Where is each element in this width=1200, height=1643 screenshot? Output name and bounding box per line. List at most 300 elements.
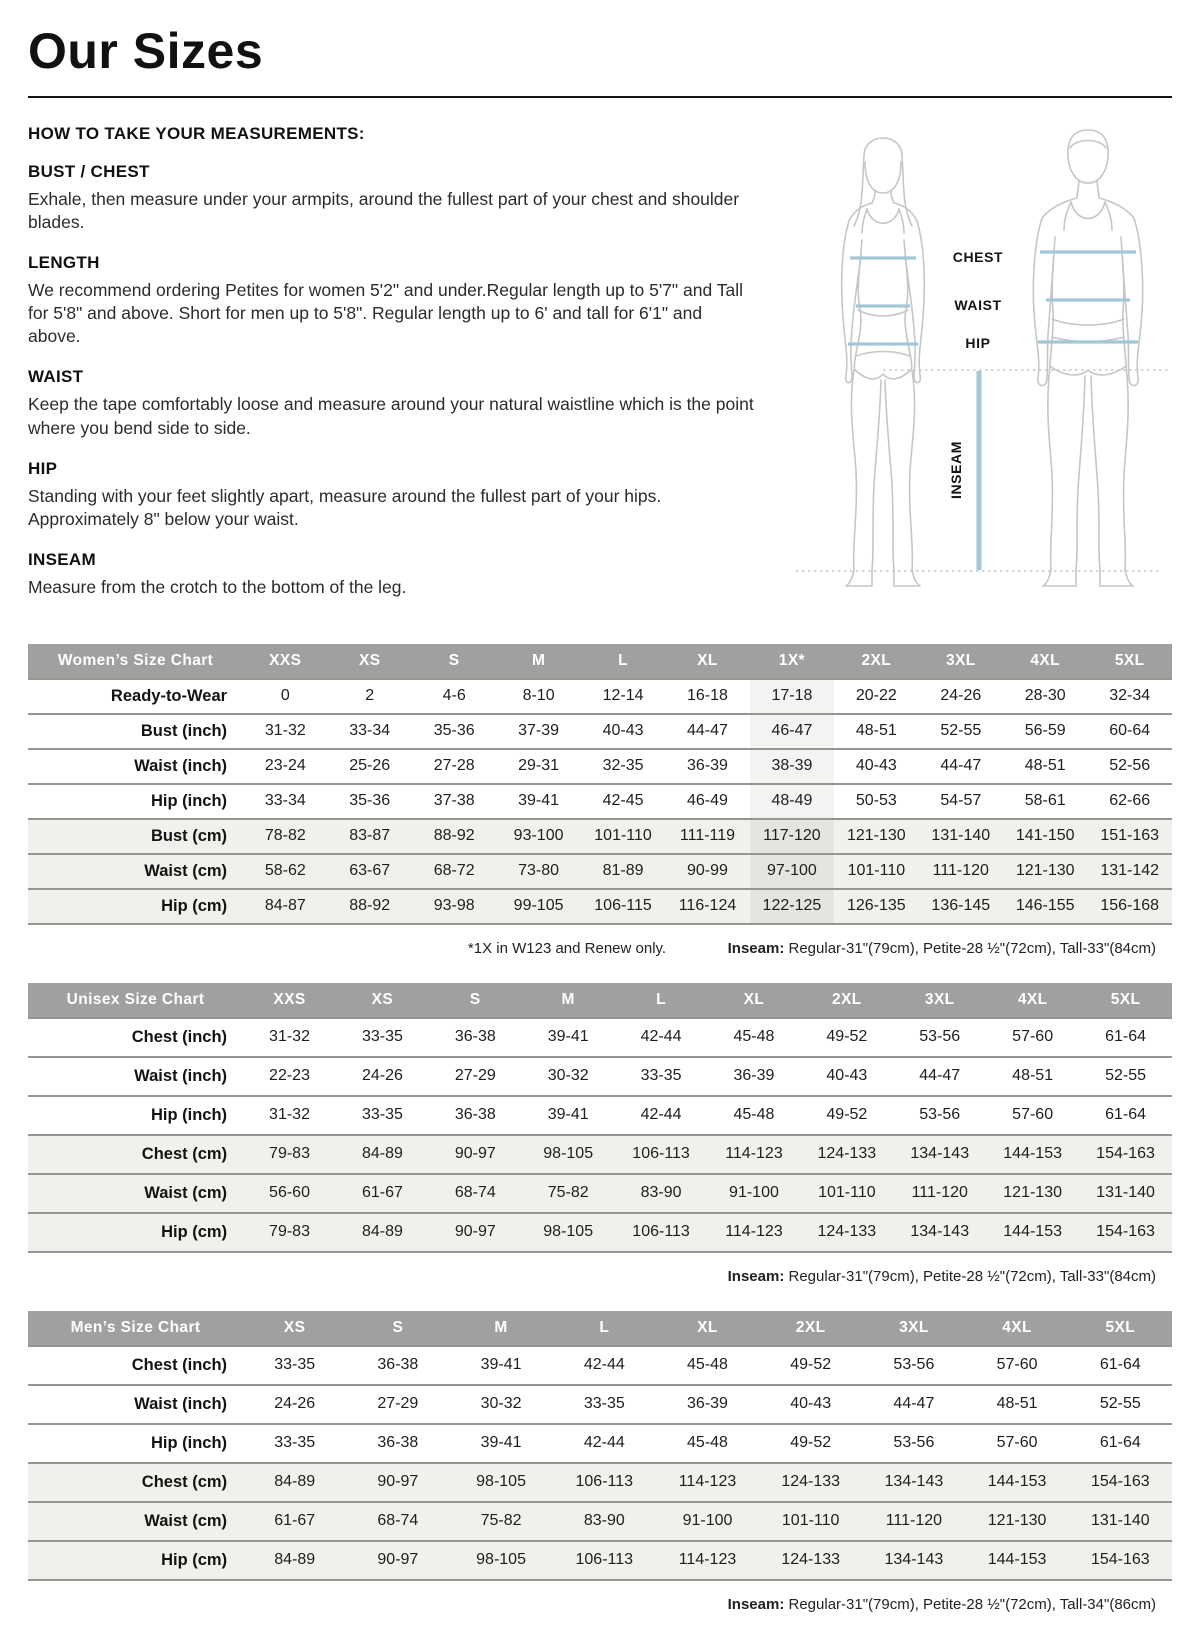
- table-row: [28, 1502, 1172, 1541]
- section-length: [28, 253, 768, 348]
- row-label: Chest (cm): [28, 1135, 243, 1174]
- size-cell: 53-56: [893, 1096, 986, 1135]
- column-header: 3XL: [893, 983, 986, 1018]
- row-label: Hip (inch): [28, 1096, 243, 1135]
- page-title: Our Sizes: [28, 23, 264, 79]
- size-cell: 57-60: [986, 1018, 1079, 1057]
- column-header: M: [449, 1311, 552, 1346]
- size-cell: 52-55: [1069, 1385, 1172, 1424]
- size-cell: 106-113: [615, 1213, 708, 1252]
- size-cell: 22-23: [243, 1057, 336, 1096]
- size-cell: 99-105: [496, 889, 580, 924]
- column-header: L: [581, 644, 665, 679]
- size-cell: 93-98: [412, 889, 496, 924]
- size-cell: 154-163: [1079, 1135, 1172, 1174]
- size-cell: 8-10: [496, 679, 580, 714]
- row-label: Hip (inch): [28, 784, 243, 819]
- size-cell: 44-47: [862, 1385, 965, 1424]
- size-cell: 36-38: [429, 1096, 522, 1135]
- column-header: 4XL: [1003, 644, 1087, 679]
- size-cell: 44-47: [665, 714, 749, 749]
- size-cell: 90-97: [346, 1541, 449, 1580]
- size-cell: 101-110: [834, 854, 918, 889]
- size-cell: 60-64: [1087, 714, 1172, 749]
- size-cell: 24-26: [919, 679, 1003, 714]
- size-cell: 40-43: [834, 749, 918, 784]
- table-row: [28, 1463, 1172, 1502]
- column-header: XL: [708, 983, 801, 1018]
- column-header: 3XL: [919, 644, 1003, 679]
- column-header: XXS: [243, 983, 336, 1018]
- size-cell: 42-44: [553, 1346, 656, 1385]
- column-header: XXS: [243, 644, 327, 679]
- size-cell: 0: [243, 679, 327, 714]
- size-cell: 4-6: [412, 679, 496, 714]
- title-rule: [28, 96, 1172, 98]
- size-cell: 121-130: [965, 1502, 1068, 1541]
- size-cell: 136-145: [919, 889, 1003, 924]
- table-header-row: [28, 644, 1172, 679]
- row-label: Waist (cm): [28, 1502, 243, 1541]
- hip-label: HIP: [965, 335, 991, 351]
- size-cell: 156-168: [1087, 889, 1172, 924]
- size-cell: 35-36: [412, 714, 496, 749]
- size-cell: 48-51: [1003, 749, 1087, 784]
- size-cell: 42-44: [615, 1018, 708, 1057]
- size-cell: 84-89: [243, 1463, 346, 1502]
- size-cell: 28-30: [1003, 679, 1087, 714]
- table-row: [28, 1346, 1172, 1385]
- size-cell: 50-53: [834, 784, 918, 819]
- row-label: Waist (cm): [28, 854, 243, 889]
- section-heading: INSEAM: [28, 549, 96, 569]
- size-cell: 31-32: [243, 1096, 336, 1135]
- section-heading: WAIST: [28, 367, 84, 387]
- size-cell: 48-51: [986, 1057, 1079, 1096]
- size-cell: 84-89: [336, 1213, 429, 1252]
- size-cell: 52-55: [919, 714, 1003, 749]
- size-cell: 111-120: [893, 1174, 986, 1213]
- size-cell: 57-60: [986, 1096, 1079, 1135]
- size-cell: 63-67: [328, 854, 412, 889]
- column-header: M: [496, 644, 580, 679]
- column-header: XL: [665, 644, 749, 679]
- column-header: 5XL: [1087, 644, 1172, 679]
- size-cell: 134-143: [893, 1135, 986, 1174]
- size-cell: 61-67: [336, 1174, 429, 1213]
- size-cell: 36-38: [429, 1018, 522, 1057]
- size-cell: 68-72: [412, 854, 496, 889]
- womens-size-table: [28, 644, 1172, 925]
- size-cell: 35-36: [328, 784, 412, 819]
- size-cell: 117-120: [750, 819, 834, 854]
- size-cell: 58-61: [1003, 784, 1087, 819]
- size-cell: 83-90: [553, 1502, 656, 1541]
- size-cell: 124-133: [759, 1541, 862, 1580]
- size-cell: 39-41: [522, 1096, 615, 1135]
- size-cell: 144-153: [965, 1541, 1068, 1580]
- table-row: [28, 1213, 1172, 1252]
- size-cell: 44-47: [919, 749, 1003, 784]
- size-cell: 52-56: [1087, 749, 1172, 784]
- chest-label: CHEST: [952, 249, 1004, 265]
- size-cell: 37-39: [496, 714, 580, 749]
- section-inseam: [28, 550, 768, 599]
- size-cell: 131-140: [1079, 1174, 1172, 1213]
- size-cell: 45-48: [656, 1424, 759, 1463]
- column-header: 2XL: [834, 644, 918, 679]
- table-header-row: [28, 983, 1172, 1018]
- size-cell: 16-18: [665, 679, 749, 714]
- size-cell: 40-43: [759, 1385, 862, 1424]
- size-cell: 57-60: [965, 1424, 1068, 1463]
- size-cell: 98-105: [522, 1213, 615, 1252]
- section-body: Exhale, then measure under your armpits, around the fullest part of your chest and shoulder blades.: [28, 189, 740, 233]
- womens-table-footnotes: [28, 940, 1172, 957]
- column-header: 4XL: [986, 983, 1079, 1018]
- column-header: L: [553, 1311, 656, 1346]
- section-heading: HIP: [28, 458, 58, 478]
- size-cell: 154-163: [1079, 1213, 1172, 1252]
- size-cell: 56-59: [1003, 714, 1087, 749]
- size-cell: 58-62: [243, 854, 327, 889]
- size-cell: 84-89: [336, 1135, 429, 1174]
- one-x-footnote: *1X in W123 and Renew only.: [467, 939, 667, 957]
- size-cell: 36-39: [665, 749, 749, 784]
- column-header: L: [615, 983, 708, 1018]
- size-cell: 33-35: [553, 1385, 656, 1424]
- table-row: [28, 679, 1172, 714]
- table-row: [28, 889, 1172, 924]
- size-cell: 88-92: [412, 819, 496, 854]
- size-cell: 36-39: [656, 1385, 759, 1424]
- table-row: [28, 1135, 1172, 1174]
- section-body: Standing with your feet slightly apart, measure around the fullest part of your hips. Approximately 8" below your waist.: [28, 485, 662, 529]
- size-cell: 134-143: [862, 1463, 965, 1502]
- size-cell: 2: [328, 679, 412, 714]
- column-header: 1X*: [750, 644, 834, 679]
- size-cell: 49-52: [759, 1424, 862, 1463]
- size-cell: 33-34: [328, 714, 412, 749]
- size-cell: 134-143: [893, 1213, 986, 1252]
- mens-size-table: [28, 1311, 1172, 1581]
- table-row: [28, 1541, 1172, 1580]
- size-cell: 49-52: [800, 1018, 893, 1057]
- size-cell: 45-48: [656, 1346, 759, 1385]
- size-cell: 131-142: [1087, 854, 1172, 889]
- size-cell: 106-113: [615, 1135, 708, 1174]
- size-cell: 53-56: [862, 1346, 965, 1385]
- size-cell: 131-140: [919, 819, 1003, 854]
- row-label: Hip (cm): [28, 1213, 243, 1252]
- column-header: 5XL: [1069, 1311, 1172, 1346]
- size-cell: 75-82: [449, 1502, 552, 1541]
- size-cell: 111-120: [919, 854, 1003, 889]
- table-header-row: [28, 1311, 1172, 1346]
- size-cell: 68-74: [346, 1502, 449, 1541]
- size-cell: 83-90: [615, 1174, 708, 1213]
- size-cell: 48-51: [965, 1385, 1068, 1424]
- size-cell: 73-80: [496, 854, 580, 889]
- size-cell: 144-153: [986, 1135, 1079, 1174]
- size-cell: 48-49: [750, 784, 834, 819]
- size-cell: 98-105: [522, 1135, 615, 1174]
- size-cell: 44-47: [893, 1057, 986, 1096]
- unisex-size-table: [28, 983, 1172, 1253]
- size-cell: 141-150: [1003, 819, 1087, 854]
- size-cell: 27-29: [346, 1385, 449, 1424]
- section-heading: BUST / CHEST: [28, 162, 150, 181]
- size-cell: 45-48: [708, 1096, 801, 1135]
- size-cell: 78-82: [243, 819, 327, 854]
- size-cell: 27-28: [412, 749, 496, 784]
- size-cell: 25-26: [328, 749, 412, 784]
- size-cell: 33-35: [243, 1424, 346, 1463]
- size-cell: 30-32: [449, 1385, 552, 1424]
- size-cell: 88-92: [328, 889, 412, 924]
- table-row: [28, 1057, 1172, 1096]
- how-to-heading: HOW TO TAKE YOUR MEASUREMENTS:: [28, 124, 365, 143]
- size-cell: 98-105: [449, 1541, 552, 1580]
- row-label: Hip (cm): [28, 889, 243, 924]
- size-cell: 27-29: [429, 1057, 522, 1096]
- column-header: 5XL: [1079, 983, 1172, 1018]
- female-figure-outline: [842, 138, 925, 586]
- size-cell: 61-64: [1079, 1096, 1172, 1135]
- column-header: S: [429, 983, 522, 1018]
- size-cell: 124-133: [800, 1135, 893, 1174]
- inseam-footnote: Inseam: Regular-31"(79cm), Petite-28 ½"(72cm), Tall-33"(84cm): [727, 939, 1156, 957]
- size-cell: 101-110: [800, 1174, 893, 1213]
- size-cell: 151-163: [1087, 819, 1172, 854]
- measurement-intro: [28, 124, 1172, 618]
- row-label: Bust (inch): [28, 714, 243, 749]
- size-cell: 91-100: [708, 1174, 801, 1213]
- size-cell: 38-39: [750, 749, 834, 784]
- column-header: 2XL: [800, 983, 893, 1018]
- inseam-footnote: Inseam: Regular-31"(79cm), Petite-28 ½"(72cm), Tall-34"(86cm): [727, 1595, 1156, 1613]
- row-label: Waist (inch): [28, 749, 243, 784]
- section-body: Keep the tape comfortably loose and measure around your natural waistline which is the point where you bend side to side.: [28, 394, 754, 438]
- table-row: [28, 819, 1172, 854]
- size-cell: 56-60: [243, 1174, 336, 1213]
- size-cell: 79-83: [243, 1213, 336, 1252]
- row-label: Chest (inch): [28, 1018, 243, 1057]
- size-cell: 154-163: [1069, 1541, 1172, 1580]
- size-cell: 33-34: [243, 784, 327, 819]
- size-cell: 32-35: [581, 749, 665, 784]
- size-cell: 154-163: [1069, 1463, 1172, 1502]
- table-title: Men’s Size Chart: [28, 1311, 243, 1346]
- size-cell: 33-35: [336, 1096, 429, 1135]
- size-cell: 45-48: [708, 1018, 801, 1057]
- size-cell: 98-105: [449, 1463, 552, 1502]
- size-cell: 48-51: [834, 714, 918, 749]
- waist-label: WAIST: [954, 297, 1002, 313]
- size-cell: 46-49: [665, 784, 749, 819]
- size-cell: 40-43: [581, 714, 665, 749]
- size-cell: 61-64: [1069, 1424, 1172, 1463]
- size-cell: 84-89: [243, 1541, 346, 1580]
- size-cell: 33-35: [336, 1018, 429, 1057]
- column-header: 4XL: [965, 1311, 1068, 1346]
- size-cell: 23-24: [243, 749, 327, 784]
- table-row: [28, 854, 1172, 889]
- size-cell: 114-123: [708, 1135, 801, 1174]
- inseam-label: INSEAM: [948, 440, 964, 500]
- section-waist: [28, 367, 768, 439]
- size-cell: 39-41: [496, 784, 580, 819]
- size-cell: 12-14: [581, 679, 665, 714]
- size-cell: 91-100: [656, 1502, 759, 1541]
- size-cell: 146-155: [1003, 889, 1087, 924]
- size-cell: 134-143: [862, 1541, 965, 1580]
- size-cell: 39-41: [449, 1424, 552, 1463]
- size-cell: 30-32: [522, 1057, 615, 1096]
- size-cell: 101-110: [759, 1502, 862, 1541]
- row-label: Bust (cm): [28, 819, 243, 854]
- size-cell: 36-39: [708, 1057, 801, 1096]
- column-header: 3XL: [862, 1311, 965, 1346]
- row-label: Hip (inch): [28, 1424, 243, 1463]
- size-cell: 90-99: [665, 854, 749, 889]
- size-cell: 49-52: [800, 1096, 893, 1135]
- size-cell: 53-56: [862, 1424, 965, 1463]
- size-cell: 42-44: [615, 1096, 708, 1135]
- section-hip: [28, 459, 768, 531]
- male-figure-outline: [1033, 130, 1142, 586]
- size-cell: 90-97: [429, 1213, 522, 1252]
- table-row: [28, 749, 1172, 784]
- size-cell: 20-22: [834, 679, 918, 714]
- column-header: S: [412, 644, 496, 679]
- row-label: Ready-to-Wear: [28, 679, 243, 714]
- size-cell: 31-32: [243, 714, 327, 749]
- size-cell: 131-140: [1069, 1502, 1172, 1541]
- size-cell: 122-125: [750, 889, 834, 924]
- table-row: [28, 714, 1172, 749]
- table-row: [28, 1096, 1172, 1135]
- column-header: XS: [336, 983, 429, 1018]
- size-cell: 106-113: [553, 1541, 656, 1580]
- unisex-table-footnotes: [28, 1268, 1172, 1285]
- table-title: Women’s Size Chart: [28, 644, 243, 679]
- size-cell: 106-115: [581, 889, 665, 924]
- size-cell: 36-38: [346, 1346, 449, 1385]
- column-header: XS: [243, 1311, 346, 1346]
- size-cell: 36-38: [346, 1424, 449, 1463]
- size-cell: 106-113: [553, 1463, 656, 1502]
- size-cell: 39-41: [449, 1346, 552, 1385]
- table-title: Unisex Size Chart: [28, 983, 243, 1018]
- row-label: Waist (cm): [28, 1174, 243, 1213]
- size-cell: 144-153: [986, 1213, 1079, 1252]
- table-row: [28, 1424, 1172, 1463]
- size-cell: 42-44: [553, 1424, 656, 1463]
- size-cell: 61-64: [1079, 1018, 1172, 1057]
- row-label: Chest (cm): [28, 1463, 243, 1502]
- row-label: Waist (inch): [28, 1057, 243, 1096]
- size-cell: 111-120: [862, 1502, 965, 1541]
- size-cell: 68-74: [429, 1174, 522, 1213]
- column-header: XS: [328, 644, 412, 679]
- size-cell: 52-55: [1079, 1057, 1172, 1096]
- size-cell: 90-97: [429, 1135, 522, 1174]
- size-cell: 121-130: [834, 819, 918, 854]
- size-cell: 81-89: [581, 854, 665, 889]
- column-header: M: [522, 983, 615, 1018]
- row-label: Chest (inch): [28, 1346, 243, 1385]
- column-header: 2XL: [759, 1311, 862, 1346]
- table-row: [28, 784, 1172, 819]
- size-cell: 54-57: [919, 784, 1003, 819]
- size-cell: 83-87: [328, 819, 412, 854]
- size-cell: 32-34: [1087, 679, 1172, 714]
- size-cell: 39-41: [522, 1018, 615, 1057]
- size-cell: 144-153: [965, 1463, 1068, 1502]
- row-label: Hip (cm): [28, 1541, 243, 1580]
- size-cell: 121-130: [1003, 854, 1087, 889]
- section-body: Measure from the crotch to the bottom of the leg.: [28, 576, 407, 597]
- mens-table-footnotes: [28, 1596, 1172, 1613]
- measurement-instructions: [28, 124, 788, 618]
- section-bust-chest: [28, 162, 768, 234]
- size-cell: 61-64: [1069, 1346, 1172, 1385]
- size-cell: 124-133: [800, 1213, 893, 1252]
- size-cell: 33-35: [615, 1057, 708, 1096]
- size-cell: 124-133: [759, 1463, 862, 1502]
- size-cell: 84-87: [243, 889, 327, 924]
- size-cell: 24-26: [336, 1057, 429, 1096]
- size-cell: 121-130: [986, 1174, 1079, 1213]
- size-cell: 90-97: [346, 1463, 449, 1502]
- size-cell: 61-67: [243, 1502, 346, 1541]
- column-header: XL: [656, 1311, 759, 1346]
- section-heading: LENGTH: [28, 253, 100, 273]
- size-cell: 116-124: [665, 889, 749, 924]
- size-cell: 53-56: [893, 1018, 986, 1057]
- size-cell: 101-110: [581, 819, 665, 854]
- table-row: [28, 1018, 1172, 1057]
- size-cell: 40-43: [800, 1057, 893, 1096]
- size-cell: 93-100: [496, 819, 580, 854]
- size-cell: 79-83: [243, 1135, 336, 1174]
- size-cell: 49-52: [759, 1346, 862, 1385]
- column-header: S: [346, 1311, 449, 1346]
- size-cell: 37-38: [412, 784, 496, 819]
- size-cell: 62-66: [1087, 784, 1172, 819]
- inseam-footnote: Inseam: Regular-31"(79cm), Petite-28 ½"(72cm), Tall-33"(84cm): [727, 1267, 1156, 1285]
- size-cell: 31-32: [243, 1018, 336, 1057]
- size-cell: 46-47: [750, 714, 834, 749]
- size-cell: 17-18: [750, 679, 834, 714]
- table-row: [28, 1174, 1172, 1213]
- size-cell: 114-123: [656, 1463, 759, 1502]
- size-cell: 33-35: [243, 1346, 346, 1385]
- size-cell: 42-45: [581, 784, 665, 819]
- size-cell: 114-123: [708, 1213, 801, 1252]
- section-body: We recommend ordering Petites for women 5'2" and under.Regular length up to 5'7" and Tall for 5'8" and above. Short for men up to 5'8". Regular length up to 6' and tall for 6'1" and above.: [28, 280, 743, 347]
- size-cell: 97-100: [750, 854, 834, 889]
- size-cell: 126-135: [834, 889, 918, 924]
- body-measurement-illustration: [788, 118, 1172, 598]
- size-cell: 57-60: [965, 1346, 1068, 1385]
- table-row: [28, 1385, 1172, 1424]
- size-cell: 29-31: [496, 749, 580, 784]
- row-label: Waist (inch): [28, 1385, 243, 1424]
- size-cell: 111-119: [665, 819, 749, 854]
- size-diagram: [788, 118, 1172, 598]
